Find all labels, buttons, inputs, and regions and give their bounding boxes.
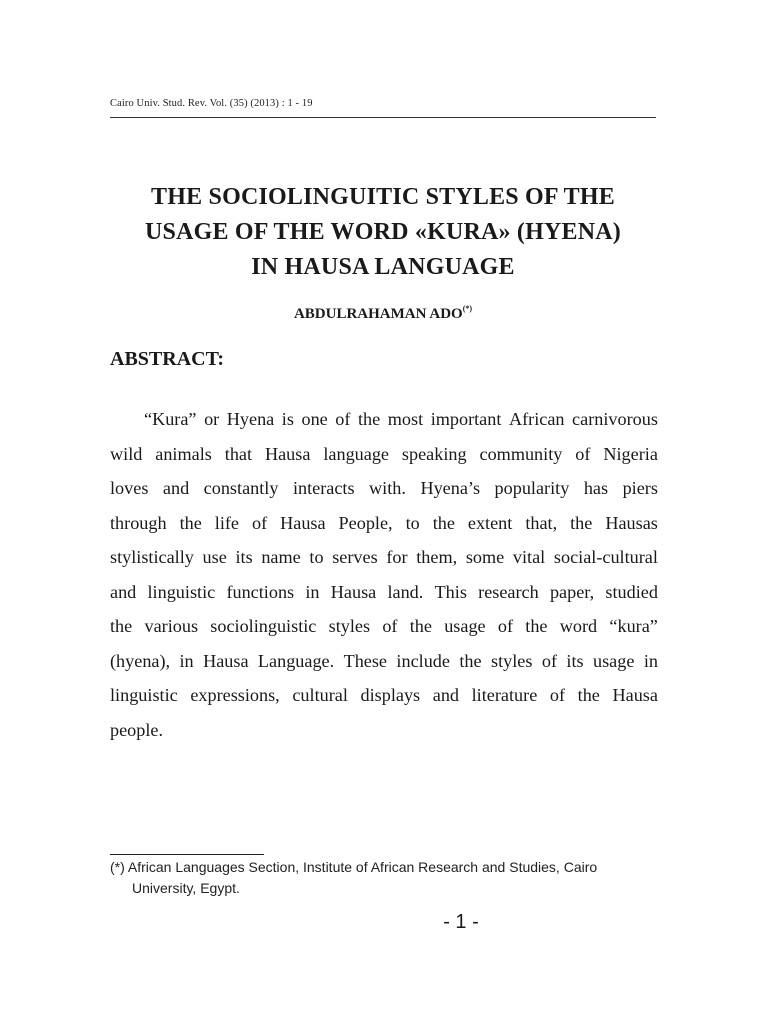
abstract-line: wild animals that Hausa language speaking community of Nigeria xyxy=(110,443,658,464)
page-number: - 1 - xyxy=(443,911,479,933)
abstract-line: loves and constantly interacts with. Hyena’s popularity has piers xyxy=(110,478,658,498)
header-divider xyxy=(110,117,656,118)
abstract-line: the various sociolinguistic styles of the usage of the word “kura” xyxy=(110,616,658,636)
author-name: ABDULRAHAMAN ADO xyxy=(293,306,463,322)
abstract-line: (hyena), in Hausa Language. These include the styles of its usage in xyxy=(110,650,658,671)
abstract-line: through the life of Hausa People, to the extent that, the Hausas xyxy=(110,512,658,533)
abstract-line: stylistically use its name to serves for them, some vital social-cultural xyxy=(110,547,658,567)
footnote xyxy=(110,857,660,899)
abstract-line: linguistic expressions, cultural displays and literature of the Hausa xyxy=(110,685,658,705)
abstract-line: and linguistic functions in Hausa land. This research paper, studied xyxy=(110,581,658,602)
abstract-line: people. xyxy=(110,719,164,740)
author-byline xyxy=(110,304,656,323)
footnote-line-1: (*) African Languages Section, Institute of African Research and Studies, Cairo xyxy=(110,859,598,875)
footnote-line-2: University, Egypt. xyxy=(132,880,240,896)
footnote-divider xyxy=(110,854,264,855)
title-line-1: THE SOCIOLINGUITIC STYLES OF THE xyxy=(151,184,615,210)
title-line-2: USAGE OF THE WORD «KURA» (HYENA) xyxy=(145,219,621,245)
abstract-heading: ABSTRACT: xyxy=(110,348,225,370)
journal-citation: Cairo Univ. Stud. Rev. Vol. (35) (2013) : 1 - 19 xyxy=(110,98,313,109)
author-footnote-marker: (*) xyxy=(462,304,473,313)
paper-title xyxy=(110,180,656,285)
title-line-3: IN HAUSA LANGUAGE xyxy=(251,254,515,280)
abstract-body xyxy=(110,402,658,747)
abstract-line: “Kura” or Hyena is one of the most important African carnivorous xyxy=(144,409,658,429)
